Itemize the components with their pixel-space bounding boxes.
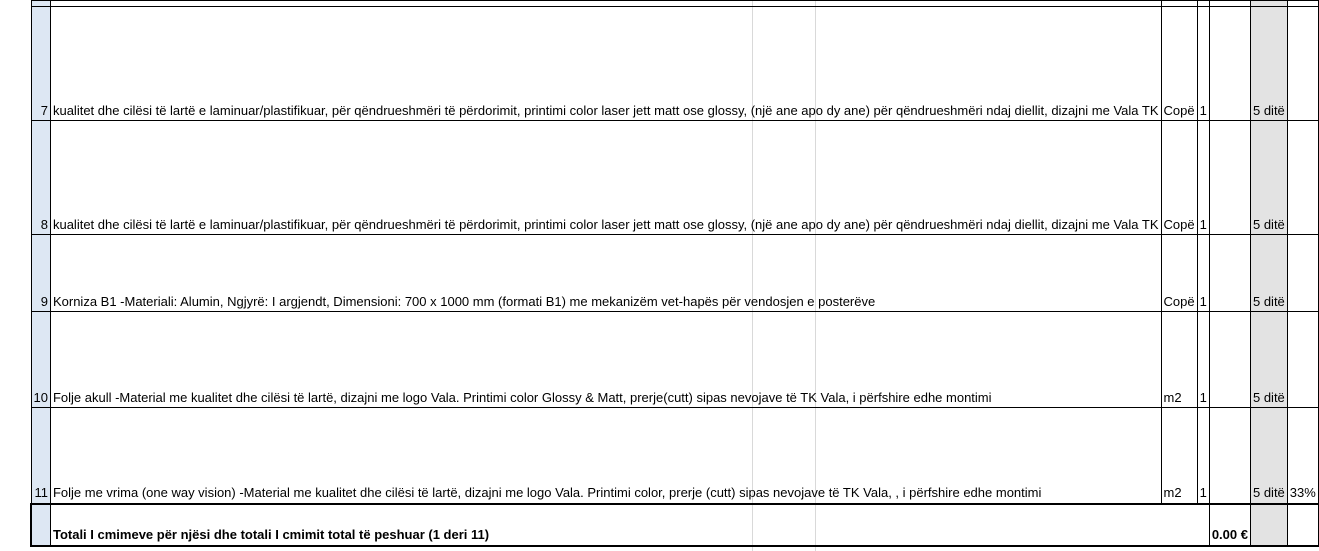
row-number-cell[interactable]: 10 xyxy=(31,312,50,408)
delivery-cell[interactable]: 5 ditë xyxy=(1250,7,1287,121)
description-cell[interactable]: Folje me vrima (one way vision) -Material me kualitet dhe cilësi të lartë, dizajni me logo Vala. Printimi color, prerje (cutt) sipas nevojave të TK Vala, , i përfshire edhe montimi xyxy=(50,408,1161,504)
description-cell[interactable]: kualitet dhe cilësi të lartë e laminuar/plastifikuar, për qëndrueshmëri të përdorimit, printimi color laser jett matt ose glossy, (një ane apo dy ane) për qëndrueshmëri ndaj diellit, dizajni me Vala TK xyxy=(50,121,1161,235)
row-number-cell[interactable]: 11 xyxy=(31,408,50,504)
total-value-cell[interactable]: 0.00 € xyxy=(1209,504,1250,546)
row-number-cell[interactable]: 8 xyxy=(31,121,50,235)
unit-cell[interactable]: m2 xyxy=(1161,408,1197,504)
price-table xyxy=(30,0,1319,547)
unit-cell[interactable]: Copë xyxy=(1161,121,1197,235)
unit-cell[interactable]: Copë xyxy=(1161,7,1197,121)
percentage-cell[interactable] xyxy=(1287,235,1318,312)
description-cell[interactable]: Folje akull -Material me kualitet dhe cilësi të lartë, dizajni me logo Vala. Printimi color Glossy & Matt, prerje(cutt) sipas nevojave të TK Vala, i përfshire edhe montimi xyxy=(50,312,1161,408)
price-cell[interactable] xyxy=(1209,7,1250,121)
quantity-cell[interactable]: 1 xyxy=(1197,235,1209,312)
delivery-cell[interactable]: 5 ditë xyxy=(1250,408,1287,504)
price-cell[interactable] xyxy=(1209,408,1250,504)
row-number-cell[interactable] xyxy=(31,504,50,546)
quantity-cell[interactable]: 1 xyxy=(1197,121,1209,235)
percentage-cell[interactable]: 33% xyxy=(1287,408,1318,504)
row-number-cell[interactable]: 7 xyxy=(31,7,50,121)
quantity-cell[interactable]: 1 xyxy=(1197,7,1209,121)
delivery-cell[interactable]: 5 ditë xyxy=(1250,235,1287,312)
table-row xyxy=(31,312,1318,408)
delivery-cell[interactable] xyxy=(1250,504,1287,546)
unit-cell[interactable]: m2 xyxy=(1161,312,1197,408)
total-row xyxy=(31,504,1318,546)
table-row xyxy=(31,235,1318,312)
percentage-cell[interactable] xyxy=(1287,504,1318,546)
table-row xyxy=(31,121,1318,235)
delivery-cell[interactable]: 5 ditë xyxy=(1250,121,1287,235)
quantity-cell[interactable]: 1 xyxy=(1197,408,1209,504)
unit-cell[interactable]: Copë xyxy=(1161,235,1197,312)
row-number-cell[interactable]: 9 xyxy=(31,235,50,312)
price-cell[interactable] xyxy=(1209,121,1250,235)
quantity-cell[interactable]: 1 xyxy=(1197,312,1209,408)
percentage-cell[interactable] xyxy=(1287,121,1318,235)
table-row xyxy=(31,7,1318,121)
table-row xyxy=(31,408,1318,504)
price-cell[interactable] xyxy=(1209,235,1250,312)
description-cell[interactable]: Korniza B1 -Materiali: Alumin, Ngjyrë: I argjendt, Dimensioni: 700 x 1000 mm (formati B1) me mekanizëm vet-hapës për vendosjen e posterëve xyxy=(50,235,1161,312)
percentage-cell[interactable] xyxy=(1287,312,1318,408)
total-label-cell[interactable]: Totali I cmimeve për njësi dhe totali I cmimit total të peshuar (1 deri 11) xyxy=(50,504,1209,546)
delivery-cell[interactable]: 5 ditë xyxy=(1250,312,1287,408)
description-cell[interactable]: kualitet dhe cilësi të lartë e laminuar/plastifikuar, për qëndrueshmëri të përdorimit, printimi color laser jett matt ose glossy, (një ane apo dy ane) për qëndrueshmëri ndaj diellit, dizajni me Vala TK xyxy=(50,7,1161,121)
percentage-cell[interactable] xyxy=(1287,7,1318,121)
price-cell[interactable] xyxy=(1209,312,1250,408)
